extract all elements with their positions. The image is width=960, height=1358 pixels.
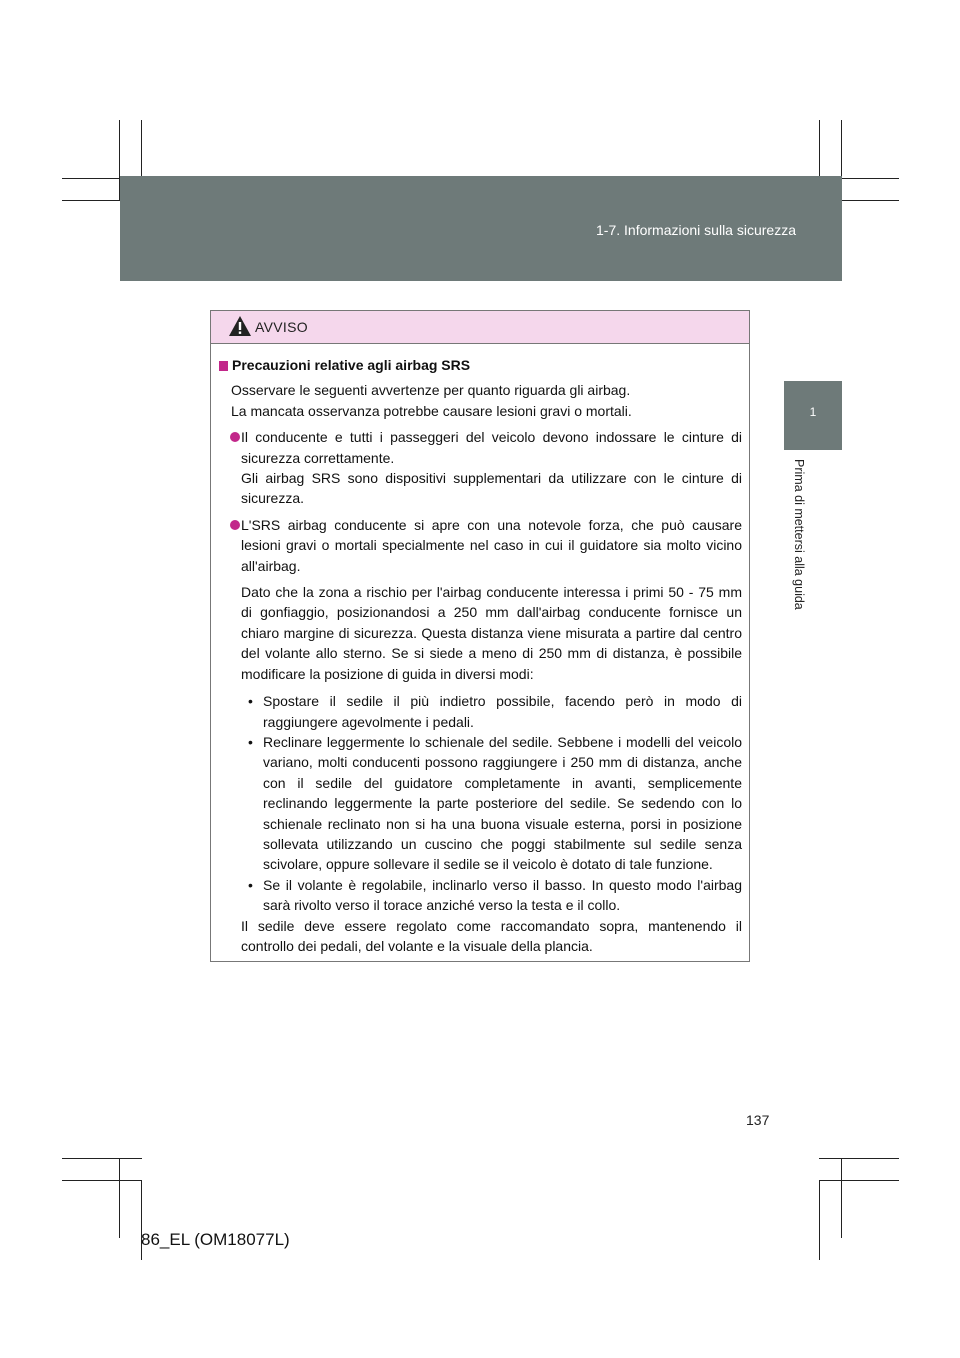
bullet-item: Il conducente e tutti i passeggeri del veicolo devono indossare le cinture di sicurezza correttamente. Gli airbag SRS sono dispositivi supplementari da utilizzare con le cinture di sicurezza.	[219, 427, 742, 509]
crop-mark	[841, 1158, 842, 1238]
circle-bullet-icon	[230, 520, 240, 530]
crop-mark	[819, 1180, 820, 1260]
chapter-tab	[784, 381, 842, 450]
closing-paragraph: Il sedile deve essere regolato come raccomandato sopra, mantenendo il controllo dei pedali, del volante e la visuale della plancia.	[241, 917, 742, 954]
warning-triangle-icon	[228, 315, 252, 337]
warning-label: AVVISO	[255, 319, 308, 335]
distance-paragraph: Dato che la zona a rischio per l'airbag conducente interessa i primi 50 - 75 mm di gonfiaggio, posizionandosi a 250 mm dall'airbag conducente fornisce un chiaro margine di sicurezza. Questa distanza viene misurata a partire dal centro del volante allo sterno. Se si siede a meno di 250 mm di distanza, è possibile modificare la posizione di guida in diversi modi:	[241, 584, 742, 682]
intro-text: Osservare le seguenti avvertenze per quanto riguarda gli airbag. La mancata osservanza potrebbe causare lesioni gravi o mortali.	[231, 382, 632, 419]
sub-item: • Spostare il sedile il più indietro possibile, facendo però in modo di raggiungere agevolmente i pedali.	[248, 693, 742, 730]
crop-mark	[819, 1158, 899, 1159]
page-number: 137	[746, 1112, 770, 1128]
crop-mark	[819, 1180, 899, 1181]
bullet-item: L'SRS airbag conducente si apre con una notevole forza, che può causare lesioni gravi o mortali specialmente nel caso in cui il guidatore sia molto vicino all'airbag.	[219, 515, 742, 576]
section-title: 1-7. Informazioni sulla sicurezza	[596, 222, 796, 238]
square-bullet-icon	[219, 361, 228, 371]
chapter-number: 1	[809, 405, 817, 419]
warning-box	[210, 310, 750, 962]
header-band	[120, 176, 842, 281]
document-code: 86_EL (OM18077L)	[141, 1230, 290, 1249]
warning-body	[211, 344, 749, 956]
warning-header	[211, 311, 749, 344]
sub-item: • Reclinare leggermente lo schienale del sedile. Sebbene i modelli del veicolo variano, molti conducenti possono raggiungere i 250 mm di distanza, anche con il sedile del guidatore completamente in avanti, semplicemente reclinando leggermente la parte posteriore del sedile. Se sedendo con lo schienale reclinato non si ha una buona visuale esterna, porsi in posizione sollevata utilizzando un cuscino che poggi stabilmente sul sedile senza scivolare, oppure sollevare il sedile se il veicolo è dotato di tale funzione.	[248, 733, 742, 873]
circle-bullet-icon	[230, 432, 240, 442]
sub-item: • Se il volante è regolabile, inclinarlo verso il basso. In questo modo l'airbag sarà rivolto verso il torace anziché verso la testa e il collo.	[248, 876, 742, 914]
crop-mark	[119, 1158, 120, 1238]
crop-mark	[62, 1158, 142, 1159]
chapter-label: Prima di mettersi alla guida	[792, 459, 806, 610]
section-heading: Precauzioni relative agli airbag SRS	[219, 355, 742, 375]
crop-mark	[62, 1180, 142, 1181]
